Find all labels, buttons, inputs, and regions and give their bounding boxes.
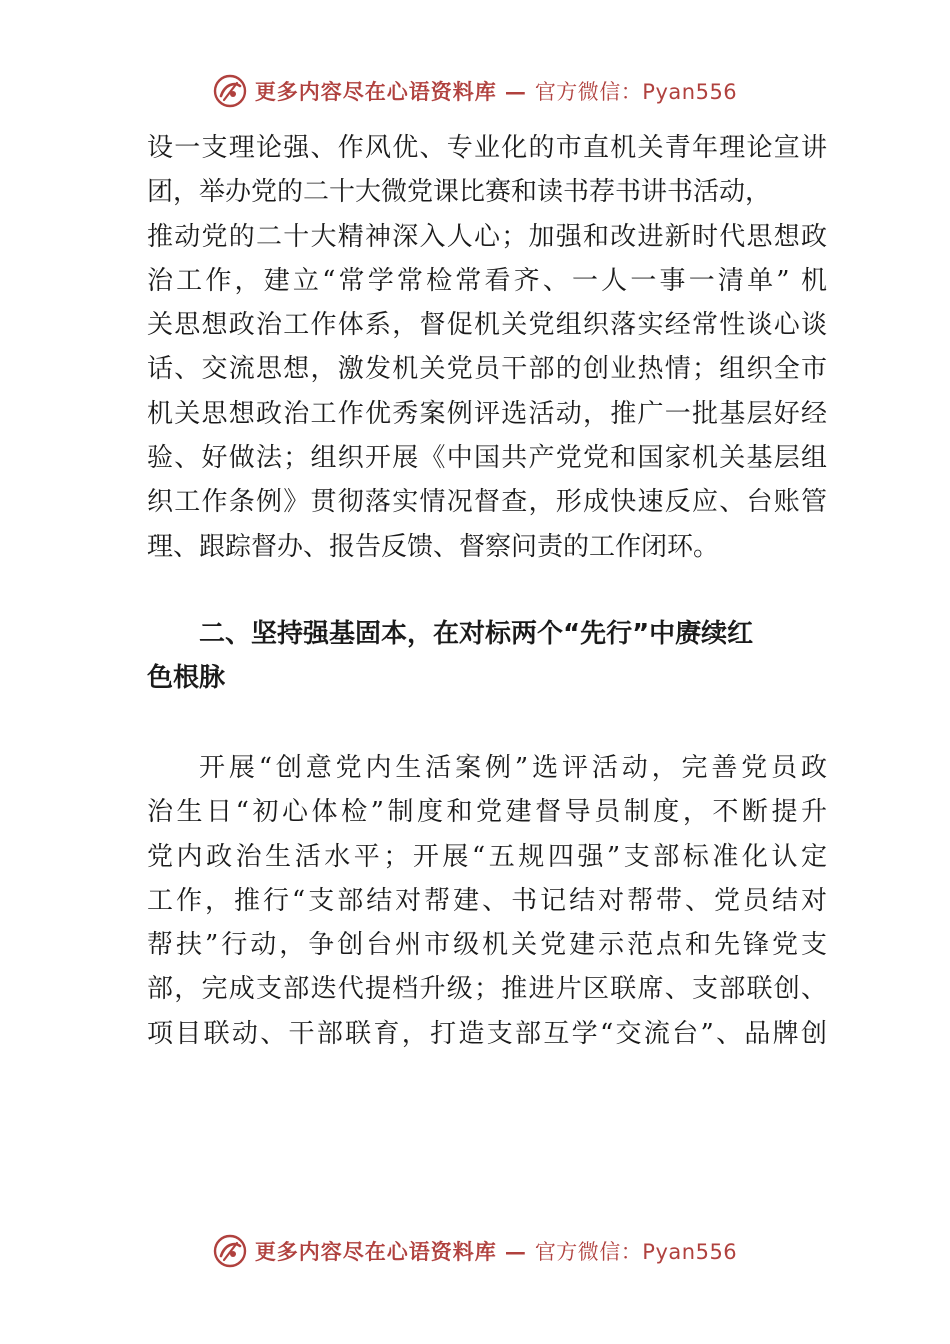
header-watermark	[0, 74, 950, 108]
watermark-brand: 更多内容尽在心语资料库	[254, 79, 497, 104]
text-line: 团，举办党的二十大微党课比赛和读书荐书讲书活动，	[147, 177, 772, 208]
paragraph-2	[147, 746, 827, 1056]
footer-watermark	[0, 1234, 950, 1268]
text-line: 设一支理论强、作风优、专业化的市直机关青年理论宣讲	[147, 133, 827, 163]
text-line: 党内政治生活水平；开展“五规四强”支部标准化认定	[147, 841, 827, 872]
text-line: 验、好做法；组织开展《中国共产党党和国家机关基层组	[147, 443, 827, 474]
heading-line: 色根脉	[147, 663, 226, 693]
text-line: 治工作，建立“常学常检常看齐、一人一事一清单” 机	[147, 265, 827, 296]
text-line: 帮扶”行动，争创台州市级机关党建示范点和先锋党支	[147, 930, 827, 961]
text-line: 项目联动、干部联育，打造支部互学“交流台”、品牌创	[147, 1018, 827, 1049]
text-line: 部，完成支部迭代提档升级；推进片区联席、支部联创、	[147, 974, 827, 1005]
text-line: 工作，推行“支部结对帮建、书记结对帮带、党员结对	[147, 885, 827, 916]
text-line: 机关思想政治工作优秀案例评选活动，推广一批基层好经	[147, 398, 827, 429]
watermark-brand: 更多内容尽在心语资料库	[254, 1239, 497, 1264]
text-line: 关思想政治工作体系，督促机关党组织落实经常性谈心谈	[147, 310, 827, 341]
text-line: 开展“创意党内生活案例”选评活动，完善党员政	[199, 753, 827, 783]
watermark-separator: —	[504, 1238, 527, 1264]
watermark-wechat: 官方微信：Pyan556	[534, 1240, 738, 1264]
logo-icon	[213, 1234, 247, 1268]
paragraph-1	[147, 126, 827, 569]
text-line: 理、跟踪督办、报告反馈、督察问责的工作闭环。	[147, 531, 720, 562]
text-line: 推动党的二十大精神深入人心；加强和改进新时代思想政	[147, 221, 827, 252]
watermark-wechat: 官方微信：Pyan556	[534, 80, 738, 104]
section-heading	[147, 612, 827, 700]
text-line: 话、交流思想，激发机关党员干部的创业热情；组织全市	[147, 354, 827, 385]
text-line: 织工作条例》贯彻落实情况督查，形成快速反应、台账管	[147, 487, 827, 518]
text-line: 治生日“初心体检”制度和党建督导员制度，不断提升	[147, 797, 827, 828]
heading-line: 二、坚持强基固本，在对标两个“先行”中赓续红	[199, 619, 754, 649]
watermark-separator: —	[504, 78, 527, 104]
logo-icon	[213, 74, 247, 108]
